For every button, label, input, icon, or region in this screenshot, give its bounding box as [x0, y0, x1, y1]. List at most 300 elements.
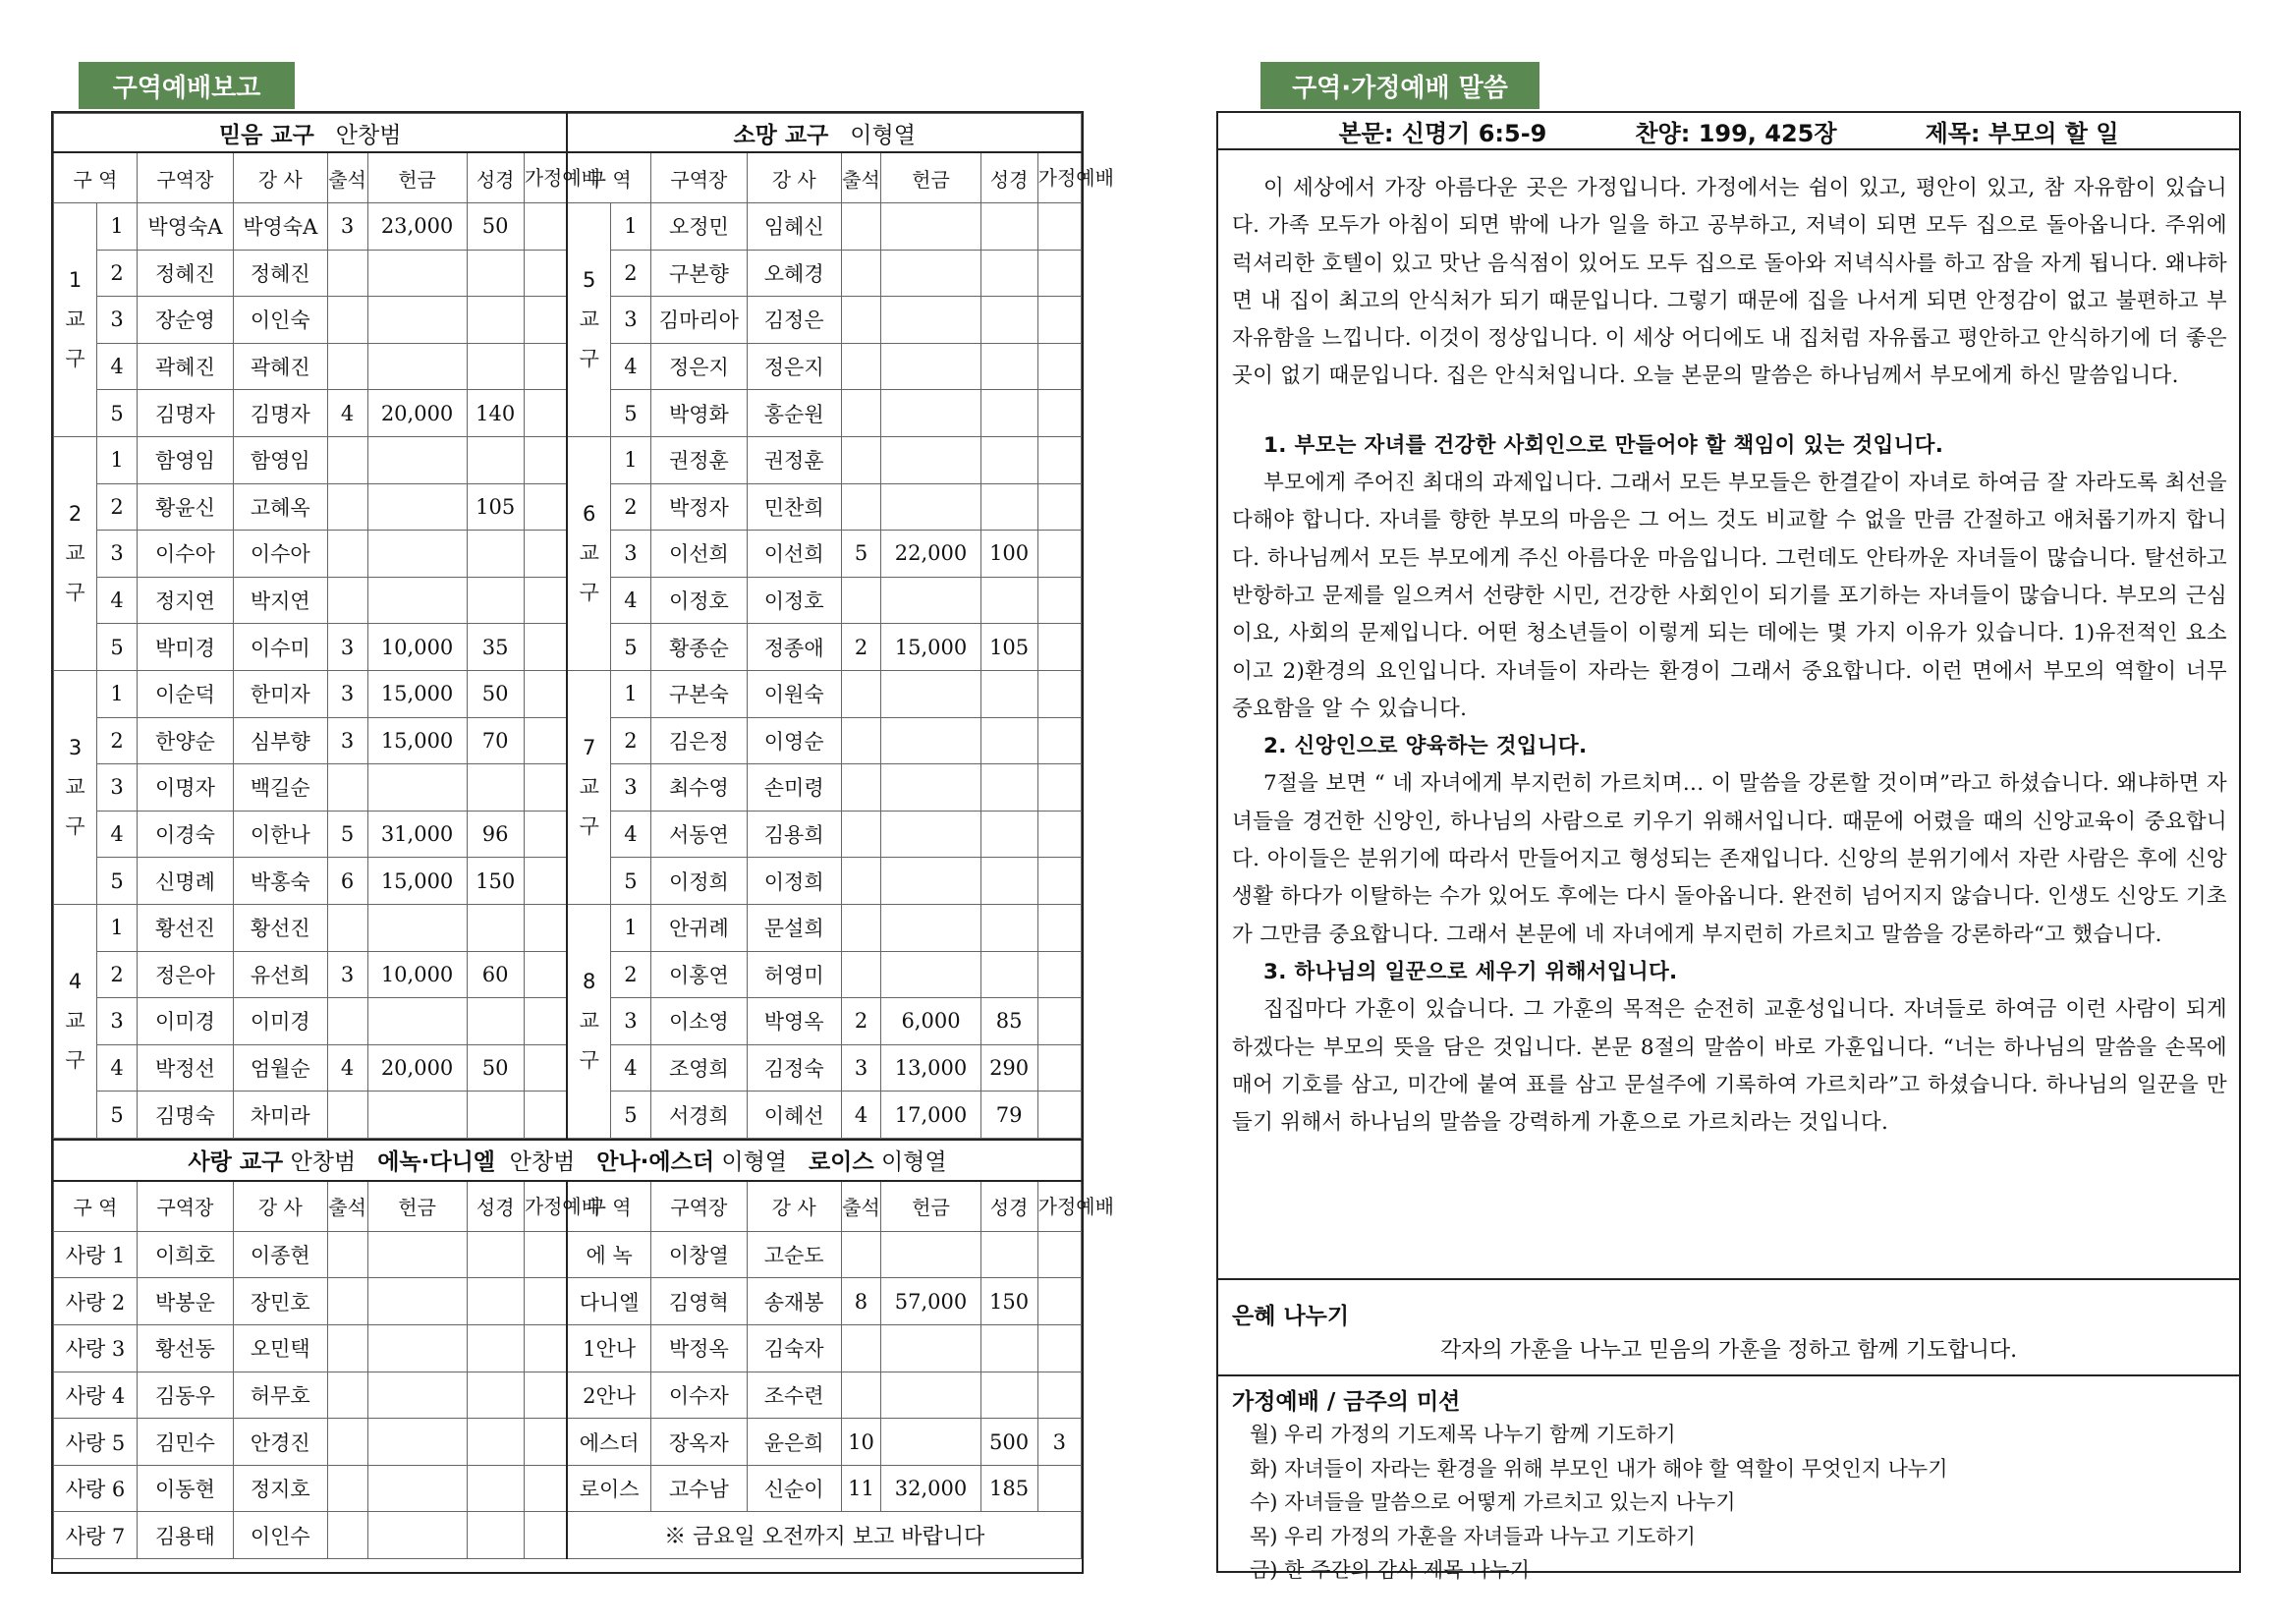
table-cell: 장순영 — [137, 297, 233, 344]
table-cell — [327, 1278, 367, 1325]
column-header: 구역장 — [650, 152, 747, 203]
table-cell — [467, 904, 524, 951]
table-cell — [467, 1465, 524, 1512]
table-cell — [1037, 717, 1081, 764]
table-cell: 6 — [327, 858, 367, 905]
table-row — [54, 1372, 1082, 1419]
table-cell — [881, 1419, 980, 1466]
table-cell — [524, 390, 567, 437]
table-cell: 박홍숙 — [233, 858, 327, 905]
table-cell: 김명자 — [137, 390, 233, 437]
table-cell — [467, 1512, 524, 1559]
point-1-body: 부모에게 주어진 최대의 과제입니다. 그래서 모든 부모들은 한결같이 자녀로 하여금 잘 자라도록 최선을 다해야 합니다. 자녀를 향한 부모의 마음은 그 어느 것도 비교할 수 없을 만큼 간절하고 애처롭기까지 합니다. 하나님께서 모든 부모에게 주신 아름다운 마음입니다. 그런데도 안타까운 자녀들이 많습니다. 탈선하고 반항하고 문제를 일으켜서 선량한 시민, 건강한 사회인이 되기를 포기하는 자녀들이 많습니다. 부모의 근심이요, 사회의 문제입니다. 어떤 청소년들이 이렇게 되는 데에는 몇 가지 이유가 있습니다. 1)유전적인 요소이고 2)환경의 요인입니다. 자녀들이 자라는 환경이 그래서 중요합니다. 이런 면에서 부모의 역할이 너무 중요함을 알 수 있습니다. — [1232, 471, 2227, 721]
table-cell — [980, 1231, 1037, 1278]
table-cell — [1037, 483, 1081, 531]
table-cell — [1037, 951, 1081, 998]
submission-note: ※ 금요일 오전까지 보고 바랍니다 — [567, 1512, 1081, 1559]
table-cell — [367, 297, 467, 344]
table-cell: 김용태 — [138, 1512, 234, 1559]
table-cell: 김동우 — [138, 1372, 234, 1419]
table-cell: 이수아 — [137, 531, 233, 578]
table-cell: 35 — [467, 624, 524, 671]
table-cell — [327, 1325, 367, 1372]
table-cell: 구본숙 — [650, 670, 747, 717]
table-cell — [327, 1231, 367, 1278]
table-cell: 15,000 — [367, 670, 467, 717]
table-cell: 290 — [980, 1044, 1037, 1092]
table-cell: 3 — [327, 951, 367, 998]
column-header: 성경 — [980, 1181, 1037, 1232]
table-cell: 5 — [611, 624, 651, 671]
table-cell — [980, 858, 1037, 905]
table-cell: 장옥자 — [650, 1419, 747, 1466]
table-cell: 장민호 — [233, 1278, 327, 1325]
table-cell — [881, 811, 980, 858]
table-cell — [841, 203, 881, 251]
table-cell — [881, 1325, 980, 1372]
table-cell: 2 — [611, 250, 651, 297]
table-cell — [524, 297, 567, 344]
table-cell: 함영임 — [233, 436, 327, 483]
table-cell: 2 — [611, 951, 651, 998]
table-cell: 32,000 — [881, 1465, 980, 1512]
table-cell: 3 — [97, 297, 138, 344]
grace-sharing-section — [1218, 1278, 2239, 1376]
table-cell: 정종애 — [747, 624, 841, 671]
table-cell — [467, 764, 524, 812]
table-cell: 허영미 — [747, 951, 841, 998]
table-cell: 185 — [980, 1465, 1037, 1512]
table-cell: 정지호 — [233, 1465, 327, 1512]
table-cell: 이선희 — [747, 531, 841, 578]
table-cell: 유선희 — [233, 951, 327, 998]
column-header: 가정예배 — [524, 152, 567, 203]
worship-message-panel — [1216, 111, 2241, 1582]
parish-label: 1 교 구 — [54, 203, 97, 437]
table-cell — [467, 1231, 524, 1278]
table-cell: 10,000 — [367, 624, 467, 671]
table-cell: 조수련 — [747, 1372, 841, 1419]
table-cell: 2 — [97, 717, 138, 764]
table-cell: 이인수 — [233, 1512, 327, 1559]
table-cell: 황선동 — [138, 1325, 234, 1372]
table-cell: 1 — [97, 904, 138, 951]
table-cell: 5 — [97, 1092, 138, 1139]
table-cell — [841, 904, 881, 951]
table-cell: 1 — [611, 670, 651, 717]
table-cell — [467, 1372, 524, 1419]
table-cell — [881, 483, 980, 531]
table-cell — [327, 1465, 367, 1512]
table-cell — [980, 1325, 1037, 1372]
table-cell: 5 — [97, 390, 138, 437]
column-header: 헌금 — [881, 152, 980, 203]
table-cell: 20,000 — [367, 1044, 467, 1092]
table-row — [54, 1512, 1082, 1559]
table-cell — [1037, 577, 1081, 624]
table-cell: 구본향 — [650, 250, 747, 297]
table-cell — [881, 1231, 980, 1278]
table-cell — [1037, 250, 1081, 297]
table-cell: 홍순원 — [747, 390, 841, 437]
table-row — [54, 1278, 1082, 1325]
table-cell — [367, 531, 467, 578]
table-row — [54, 436, 1082, 483]
table-cell: 서경희 — [650, 1092, 747, 1139]
parish-label: 7 교 구 — [567, 670, 610, 904]
table-row — [54, 1419, 1082, 1466]
table-cell: 이미경 — [137, 998, 233, 1045]
table-cell — [524, 203, 567, 251]
mission-item: 금) 한 주간의 감사 제목 나누기 — [1250, 1558, 1531, 1582]
table-cell: 박영숙A — [137, 203, 233, 251]
mission-item: 수) 자녀들을 말씀으로 어떻게 가르치고 있는지 나누기 — [1250, 1490, 1736, 1514]
table-cell — [524, 1278, 567, 1325]
table-cell — [524, 1231, 567, 1278]
table-cell: 권정훈 — [747, 436, 841, 483]
table-cell — [367, 577, 467, 624]
table-cell — [980, 1372, 1037, 1419]
table-cell — [467, 1419, 524, 1466]
table-cell: 박정자 — [650, 483, 747, 531]
point-3-title: 3. 하나님의 일꾼으로 세우기 위해서입니다. — [1263, 959, 1678, 984]
table-cell: 이소영 — [650, 998, 747, 1045]
table-cell: 황선진 — [233, 904, 327, 951]
table-cell: 이수미 — [233, 624, 327, 671]
table-cell: 사랑 6 — [54, 1465, 138, 1512]
table-cell — [980, 390, 1037, 437]
point-2-title: 2. 신앙인으로 양육하는 것입니다. — [1263, 734, 1588, 759]
column-header: 강 사 — [233, 152, 327, 203]
table-cell: 이인숙 — [233, 297, 327, 344]
table-cell — [980, 764, 1037, 812]
table-cell: 사랑 7 — [54, 1512, 138, 1559]
mission-item: 화) 자녀들이 자라는 환경을 위해 부모인 내가 해야 할 역할이 무엇인지 나누기 — [1250, 1456, 1948, 1481]
table-cell: 3 — [611, 297, 651, 344]
table-cell: 이영순 — [747, 717, 841, 764]
grace-sharing-text: 각자의 가훈을 나누고 믿음의 가훈을 정하고 함께 기도합니다. — [1439, 1338, 2018, 1363]
table-cell — [841, 951, 881, 998]
table-cell — [467, 531, 524, 578]
table-cell: 3 — [1037, 1419, 1081, 1466]
table-cell: 5 — [327, 811, 367, 858]
table-cell — [524, 1419, 567, 1466]
table-cell: 안경진 — [233, 1419, 327, 1466]
parish-label: 4 교 구 — [54, 904, 97, 1138]
table-cell: 이정희 — [747, 858, 841, 905]
table-cell — [980, 436, 1037, 483]
table-cell: 허무호 — [233, 1372, 327, 1419]
table-cell — [524, 483, 567, 531]
table-cell: 민찬희 — [747, 483, 841, 531]
table-cell — [881, 1372, 980, 1419]
table-cell — [367, 436, 467, 483]
table-cell: 박영화 — [650, 390, 747, 437]
table-cell — [327, 1092, 367, 1139]
table-cell — [1037, 343, 1081, 390]
column-header: 구역장 — [137, 152, 233, 203]
table-cell: 60 — [467, 951, 524, 998]
table-cell — [1037, 1372, 1081, 1419]
table-cell: 96 — [467, 811, 524, 858]
table-cell — [327, 577, 367, 624]
table-cell: 사랑 2 — [54, 1278, 138, 1325]
parish-label: 8 교 구 — [567, 904, 610, 1138]
table-cell: 이미경 — [233, 998, 327, 1045]
column-header: 구 역 — [54, 1181, 138, 1232]
table-cell — [1037, 531, 1081, 578]
table-cell — [1037, 670, 1081, 717]
table-cell: 6,000 — [881, 998, 980, 1045]
table-cell: 황종순 — [650, 624, 747, 671]
table-cell — [881, 436, 980, 483]
table-cell: 4 — [611, 577, 651, 624]
mission-item: 목) 우리 가정의 가훈을 자녀들과 나누고 기도하기 — [1250, 1524, 1696, 1548]
table-row — [54, 1325, 1082, 1372]
table-cell: 박봉운 — [138, 1278, 234, 1325]
sermon-body — [1218, 150, 2239, 1142]
column-header: 출석 — [327, 152, 367, 203]
district-report-table — [51, 111, 1114, 1574]
table-cell — [327, 297, 367, 344]
table-cell: 70 — [467, 717, 524, 764]
table-cell: 김숙자 — [747, 1325, 841, 1372]
table-cell: 3 — [327, 203, 367, 251]
table-cell — [327, 483, 367, 531]
table-cell: 조영희 — [650, 1044, 747, 1092]
table-cell — [327, 998, 367, 1045]
table-cell: 50 — [467, 1044, 524, 1092]
table-cell — [1037, 1465, 1081, 1512]
table-cell — [980, 250, 1037, 297]
table-cell — [881, 250, 980, 297]
table-cell: 오혜경 — [747, 250, 841, 297]
bottom-parish-titles: 사랑 교구 안창범 에녹·다니엘 안창범 안나·에스더 이형열 로이스 이형열 — [54, 1140, 1082, 1181]
table-cell — [327, 1419, 367, 1466]
table-cell — [367, 1325, 467, 1372]
parish-label: 2 교 구 — [54, 436, 97, 670]
table-cell: 4 — [327, 1044, 367, 1092]
table-cell: 김은정 — [650, 717, 747, 764]
table-cell — [524, 858, 567, 905]
table-cell: 이홍연 — [650, 951, 747, 998]
top-district-table — [53, 113, 1114, 1139]
table-cell: 1 — [97, 436, 138, 483]
table-cell: 15,000 — [367, 858, 467, 905]
table-cell — [980, 343, 1037, 390]
table-cell: 1 — [97, 670, 138, 717]
table-cell — [980, 670, 1037, 717]
table-cell — [1037, 858, 1081, 905]
table-cell — [1037, 624, 1081, 671]
table-cell — [327, 531, 367, 578]
table-cell: 2 — [97, 951, 138, 998]
weekly-mission-section — [1232, 1383, 2239, 1589]
table-cell: 손미령 — [747, 764, 841, 812]
column-header: 출석 — [841, 1181, 881, 1232]
table-cell — [367, 1372, 467, 1419]
table-cell — [841, 390, 881, 437]
table-cell: 2안나 — [567, 1372, 650, 1419]
table-cell — [980, 951, 1037, 998]
column-header: 성경 — [467, 1181, 524, 1232]
table-cell: 3 — [611, 764, 651, 812]
table-cell: 신명례 — [137, 858, 233, 905]
table-cell: 이희호 — [138, 1231, 234, 1278]
table-cell — [881, 717, 980, 764]
table-cell: 4 — [611, 811, 651, 858]
table-cell — [841, 670, 881, 717]
table-cell: 4 — [97, 343, 138, 390]
table-cell: 안귀례 — [650, 904, 747, 951]
table-cell: 김명자 — [233, 390, 327, 437]
table-cell: 심부향 — [233, 717, 327, 764]
table-cell: 79 — [980, 1092, 1037, 1139]
table-cell: 140 — [467, 390, 524, 437]
table-cell — [327, 343, 367, 390]
table-cell — [881, 670, 980, 717]
table-cell — [524, 811, 567, 858]
table-cell — [841, 1231, 881, 1278]
table-cell — [367, 1278, 467, 1325]
table-cell: 5 — [97, 858, 138, 905]
table-cell — [524, 1372, 567, 1419]
table-cell — [841, 483, 881, 531]
table-cell: 2 — [97, 483, 138, 531]
table-cell — [524, 1044, 567, 1092]
table-cell: 1 — [611, 904, 651, 951]
table-cell — [367, 1465, 467, 1512]
table-cell: 임혜신 — [747, 203, 841, 251]
parish-label: 3 교 구 — [54, 670, 97, 904]
parish-label: 6 교 구 — [567, 436, 610, 670]
table-cell — [524, 436, 567, 483]
table-cell: 15,000 — [367, 717, 467, 764]
column-header: 구 역 — [567, 1181, 650, 1232]
table-cell — [881, 203, 980, 251]
table-cell: 김영혁 — [650, 1278, 747, 1325]
table-cell — [1037, 998, 1081, 1045]
table-cell — [367, 904, 467, 951]
table-cell: 2 — [97, 250, 138, 297]
table-cell: 1 — [611, 436, 651, 483]
table-cell — [467, 343, 524, 390]
table-cell: 박정옥 — [650, 1325, 747, 1372]
table-cell: 105 — [980, 624, 1037, 671]
table-cell — [327, 1372, 367, 1419]
table-cell — [841, 858, 881, 905]
sermon-title: 제목: 부모의 할 일 — [1925, 119, 2119, 147]
table-cell: 백길순 — [233, 764, 327, 812]
table-cell: 3 — [611, 998, 651, 1045]
hope-parish-title: 소망 교구 이형열 — [567, 114, 1081, 153]
table-cell — [524, 343, 567, 390]
table-cell: 이순덕 — [137, 670, 233, 717]
table-cell: 곽혜진 — [233, 343, 327, 390]
table-cell: 3 — [327, 670, 367, 717]
table-cell — [367, 1419, 467, 1466]
point-2-body: 7절을 보면 “ 네 자녀에게 부지런히 가르치며... 이 말씀을 강론할 것이며”라고 하셨습니다. 왜냐하면 자녀들을 경건한 신앙인, 하나님의 사람으로 키우기 위해서입니다. 때문에 어렸을 때의 신앙교육이 중요합니다. 아이들은 분위기에 따라서 만들어지고 형성되는 존재입니다. 신앙의 분위기에서 자란 사람은 후에 신앙생활 하다가 이탈하는 수가 있어도 후에는 다시 돌아옵니다. 완전히 넘어지지 않습니다. 인생도 신앙도 기초가 그만큼 중요합니다. 그래서 본문에 네 자녀에게 부지런히 가르치고 말씀을 강론하라“고 했습니다. — [1232, 771, 2227, 947]
table-cell: 57,000 — [881, 1278, 980, 1325]
table-cell: 이경숙 — [137, 811, 233, 858]
table-cell — [881, 390, 980, 437]
table-cell: 3 — [97, 764, 138, 812]
table-cell: 로이스 — [567, 1465, 650, 1512]
table-cell — [1037, 1325, 1081, 1372]
table-cell — [881, 577, 980, 624]
table-cell — [1037, 390, 1081, 437]
table-cell: 5 — [97, 624, 138, 671]
table-row — [54, 203, 1082, 251]
table-cell: 3 — [841, 1044, 881, 1092]
faith-parish-title: 믿음 교구 안창범 — [54, 114, 568, 153]
table-cell: 5 — [841, 531, 881, 578]
table-cell — [467, 1325, 524, 1372]
table-cell — [841, 577, 881, 624]
table-cell: 박지연 — [233, 577, 327, 624]
table-cell — [467, 577, 524, 624]
table-cell — [524, 531, 567, 578]
table-cell — [524, 904, 567, 951]
table-cell: 송재봉 — [747, 1278, 841, 1325]
table-cell: 4 — [97, 1044, 138, 1092]
table-cell: 5 — [611, 858, 651, 905]
column-header: 가정예배 — [1037, 1181, 1081, 1232]
table-cell: 105 — [467, 483, 524, 531]
table-cell: 20,000 — [367, 390, 467, 437]
table-cell — [980, 904, 1037, 951]
table-cell: 500 — [980, 1419, 1037, 1466]
table-cell: 김민수 — [138, 1419, 234, 1466]
column-header: 헌금 — [881, 1181, 980, 1232]
table-cell: 사랑 1 — [54, 1231, 138, 1278]
column-header: 출석 — [841, 152, 881, 203]
table-cell: 4 — [841, 1092, 881, 1139]
table-cell: 고순도 — [747, 1231, 841, 1278]
table-cell: 17,000 — [881, 1092, 980, 1139]
table-cell — [467, 1278, 524, 1325]
parish-label: 5 교 구 — [567, 203, 610, 437]
table-row — [54, 1231, 1082, 1278]
table-cell: 31,000 — [367, 811, 467, 858]
table-cell — [524, 1465, 567, 1512]
table-cell: 100 — [980, 531, 1037, 578]
table-cell: 박영옥 — [747, 998, 841, 1045]
table-cell — [327, 250, 367, 297]
bottom-district-table — [53, 1139, 1114, 1559]
scripture-reference: 본문: 신명기 6:5-9 — [1338, 119, 1547, 147]
table-cell — [524, 624, 567, 671]
column-header: 구 역 — [54, 152, 138, 203]
table-cell: 김정은 — [747, 297, 841, 344]
table-cell: 이정호 — [650, 577, 747, 624]
table-cell — [881, 858, 980, 905]
table-cell: 3 — [327, 624, 367, 671]
table-cell: 정은지 — [650, 343, 747, 390]
table-cell: 150 — [980, 1278, 1037, 1325]
table-cell: 10,000 — [367, 951, 467, 998]
column-header: 헌금 — [367, 1181, 467, 1232]
table-cell — [881, 343, 980, 390]
table-cell: 오정민 — [650, 203, 747, 251]
table-cell: 이선희 — [650, 531, 747, 578]
table-cell — [1037, 436, 1081, 483]
table-cell: 황선진 — [137, 904, 233, 951]
table-cell: 3 — [97, 531, 138, 578]
table-cell: 박미경 — [137, 624, 233, 671]
table-cell — [467, 998, 524, 1045]
table-cell — [524, 951, 567, 998]
